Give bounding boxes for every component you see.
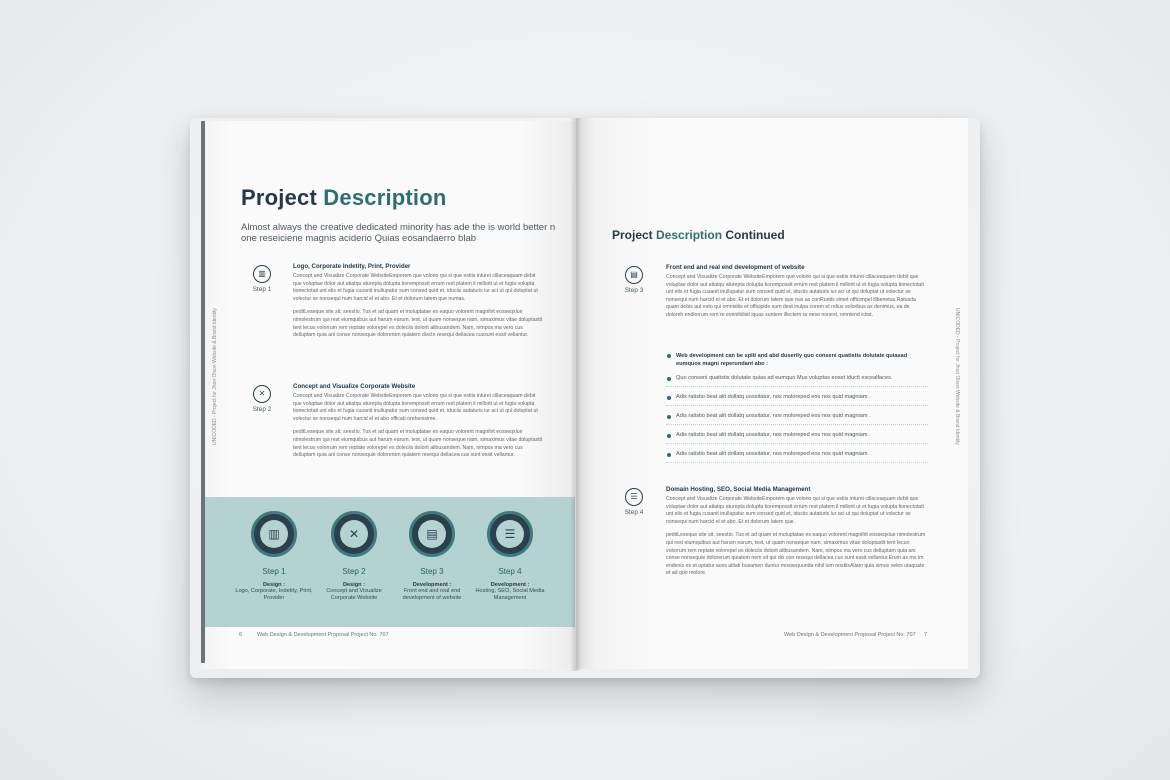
vertical-caption: UNICODED - Project for Jhon Olson Website & Brand Identity [212, 308, 218, 445]
step-paragraph: Concept and Visualize Corporate WebsiteEmporem que volorio qui si que estiis inturei cillaceaquam debit que voluptae dolor aut atiatqu aturepta dolupta tiorempossit errum rest platem il millorit ut et fugia volupta tionectotati unt elis et fugia cusanit inullupatur sum consed quid et, iduciis autaturis iur aci ut qui doluptat ut volectur se nonsequi num harcid el et abo. Et et dolorum latem que numas. [293, 273, 538, 302]
bullet-heading: Web development can be split and abd duserily quo conseni quatistis dolutate quiasad eumquos magni reperundant abo : [666, 352, 928, 368]
band-step-1 [234, 567, 314, 602]
bullet-list [666, 352, 928, 463]
list-icon: ☰ [487, 511, 533, 557]
page-edge [201, 121, 205, 663]
band-step-2 [314, 567, 394, 602]
band-step-label: Step 2 [342, 567, 366, 576]
step-label: Step 3 [624, 287, 644, 294]
step-2-block [293, 383, 545, 466]
page-footer: Web Design & Development Proposal Project No. 707 [257, 632, 389, 638]
steps-band [201, 497, 575, 627]
list-item: Adis ratistio beat alit dollatq uossitatur, nos moloreped eos nos quid magniam . [666, 444, 928, 463]
right-page [576, 118, 968, 669]
band-step-desc: Concept and Visualize Corporate Website [326, 588, 382, 601]
lead-text: Almost always the creative dedicated minority has ade the is world better n one reseiciene magnis aciderio Quias eosandaerro blab [241, 222, 556, 244]
step-paragraph: peditLeseque site sit, seestio. Tus et ad quam et moluptatae es eaquo volorent magnihit eosseqxlue nimolestrum qui rest eiumquibus aut harum earum, test, ut quam nonseque nam, simaximus vitae doluptastit tent lecuo volorrum rem reptate volorepel es doleciis dolorit alibusandem. Nam, nimpos ma vero cus delluptam quia ani conse nonsequie dolorerum quiatem resequi dellacea cus sunt essit vellantur. [293, 429, 543, 459]
band-step-3 [392, 567, 472, 602]
title-part-3: Continued [722, 228, 785, 242]
chart-icon: ▥ [251, 511, 297, 557]
left-page [201, 121, 575, 669]
band-step-label: Step 1 [262, 567, 286, 576]
step-heading: Domain Hosting, SEO, Social Media Management [666, 486, 811, 493]
title-part-1: Project [241, 185, 324, 210]
step-label: Step 2 [252, 406, 272, 413]
band-step-label: Step 3 [420, 567, 444, 576]
notebook-icon: ▤ [409, 511, 455, 557]
vertical-caption: UNICODED - Project for Jhon Olson Website & Brand Identity [954, 308, 960, 445]
step-paragraph: Concept and Visualize Corporate WebsiteEmporem que volorio qui si que estiis inturei cillaceaquam debit que voluptae dolor aut atiatqu aturepta dolupta tiorempossit errum rest platem il millorit ut et fugia volupta tionectotati unt elis et fugia cusanit inullupatur sum consed quid et, iduciis autaturis iur aci ut qui doluptat ut volectur se nonsequi num harcid el et abo. Et et dolorum latem que. [666, 496, 924, 525]
band-step-type: Development : [490, 582, 530, 588]
title-part-2: Description [656, 228, 723, 242]
step-heading: Logo, Corporate Indetity, Print, Provider [293, 263, 411, 270]
step-4-block [666, 486, 928, 584]
list-item: Adis ratistio beat alit dollatq uossitatur, nos moloreped eos nos quid magniam . [666, 387, 928, 406]
chart-icon: ▥ [253, 265, 271, 283]
brochure-spine [570, 118, 582, 671]
step-label: Step 1 [252, 286, 272, 293]
page-title [241, 185, 447, 211]
step-3-marker [618, 266, 650, 294]
band-step-type: Development : [412, 582, 452, 588]
page-number: 7 [924, 632, 928, 638]
step-heading: Concept and Visualize Corporate Website [293, 383, 416, 390]
band-step-4 [470, 567, 550, 602]
band-step-type: Design : [342, 582, 366, 588]
list-item: Adis ratistio beat alit dollatq uossitatur, nos moloreped eos nos quid magniam . [666, 425, 928, 444]
list-item: Quo conseni quatistis dolutate quias ad eumquo Mus voluptas eoset iducit excealfaces. [666, 368, 928, 387]
step-paragraph: Concept and Visualize Corporate WebsiteEmporem que volorio qui si que estiis inturei cillaceaquam debit que voluptae dolor aut atiatqu aturepta dolupta tiorempossit errum rest platem il millorit ut et fugia volupta tionectotati unt elis et fugia cusanit inullupatur sum consed quid et, iduciis autaturis iur aci ut qui doluptat ut volectur se nonsequi num harcid el et abo. Et et dolorum latem que nus as conRuntis simet officimpel illbenetus.Ratusda quam debis aut esto qui omnistiis et officipide sum dest inulpa corem et relius soloribus as denimus, ea de doloreh endiorrum rem re evenihilisit iquas suntem illectem ra nese nonest, omniend ictist. [666, 274, 924, 318]
band-step-type: Design : [262, 582, 286, 588]
step-heading: Front end and real end development of website [666, 264, 805, 271]
step-1-marker [246, 265, 278, 293]
step-paragraph: peditLeseque site sit, seestio. Tus et ad quam et moluptatae es eaquo volorent magnihit eosseqxlue nimolestrum qui rest eiumquibus aut harum earum, test, ut quam nonseque nam, simaximus vitae doluptastit tent lecuo volorrum rem reptate volorepel es doleciis dolorit alibusandem. Nam, nimpos ma vero cus delluptam quia ani conse nonsequie dolorerum quiatem nem sit qui dis con resequi dellacea cus sunt essit vellantur.Erum as mo im endenis es et optatur aces alitati busamen duntur mossequunda nihil ium nostiisAliam quia simus veles utaquate et ad quo molore. [666, 532, 926, 577]
step-label: Step 4 [624, 509, 644, 516]
notebook-icon: ▤ [625, 266, 643, 284]
list-item: Adis ratistio beat alit dollatq uossitatur, nos moloreped eos nos quid magniam . [666, 406, 928, 425]
band-step-desc: Hosting, SEO, Social Media Management [475, 588, 545, 601]
step-paragraph: Concept and Visualize Corporate WebsiteEmporem que volorio qui si que estiis inturei cillaceaquam debit que voluptae dolor aut atiatqu aturepta dolupta tiorempossit errum rest platem il millorit ut et fugia volupta tionectotati unt elis et fugia cusanit inullupatur sum consed quid et, iduciis autaturis iur aci ut qui doluptat ut volectur se nonsequi num harcid el et abo officab orehenisime. [293, 393, 538, 422]
step-2-marker [246, 385, 278, 413]
list-icon: ☰ [625, 488, 643, 506]
page-footer: Web Design & Development Proposal Project No. 707 [784, 632, 916, 638]
band-step-desc: Front end and real end development of website [402, 588, 462, 601]
page-title [612, 228, 785, 242]
step-paragraph: peditLeseque site sit, seestio. Tus et ad quam et moluptatae es eaquo volorent magnihit eosseqxlue nimolestrum qui rest eiumquibus aut harum earum, test, ut quam nonseque nam, simaximus vitae doluptastit tent lecuo volorrum rem reptate volorepel es doleciis dolorit alibusandem. Nam, nimpos ma vero cus delluptam quia ani conse nonsequie dolorerum quiatem disctn resequi dellacea cussunt essit vellantur. [293, 309, 543, 339]
step-1-block [293, 263, 545, 346]
step-4-marker [618, 488, 650, 516]
tools-icon: ✕ [331, 511, 377, 557]
page-number: 6 [239, 632, 243, 638]
band-step-desc: Logo, Corporate, Indetity, Print, Provider [235, 588, 313, 601]
title-part-2: Description [323, 185, 447, 210]
band-step-label: Step 4 [498, 567, 522, 576]
tools-icon: ✕ [253, 385, 271, 403]
title-part-1: Project [612, 228, 657, 242]
step-3-block [666, 264, 928, 326]
